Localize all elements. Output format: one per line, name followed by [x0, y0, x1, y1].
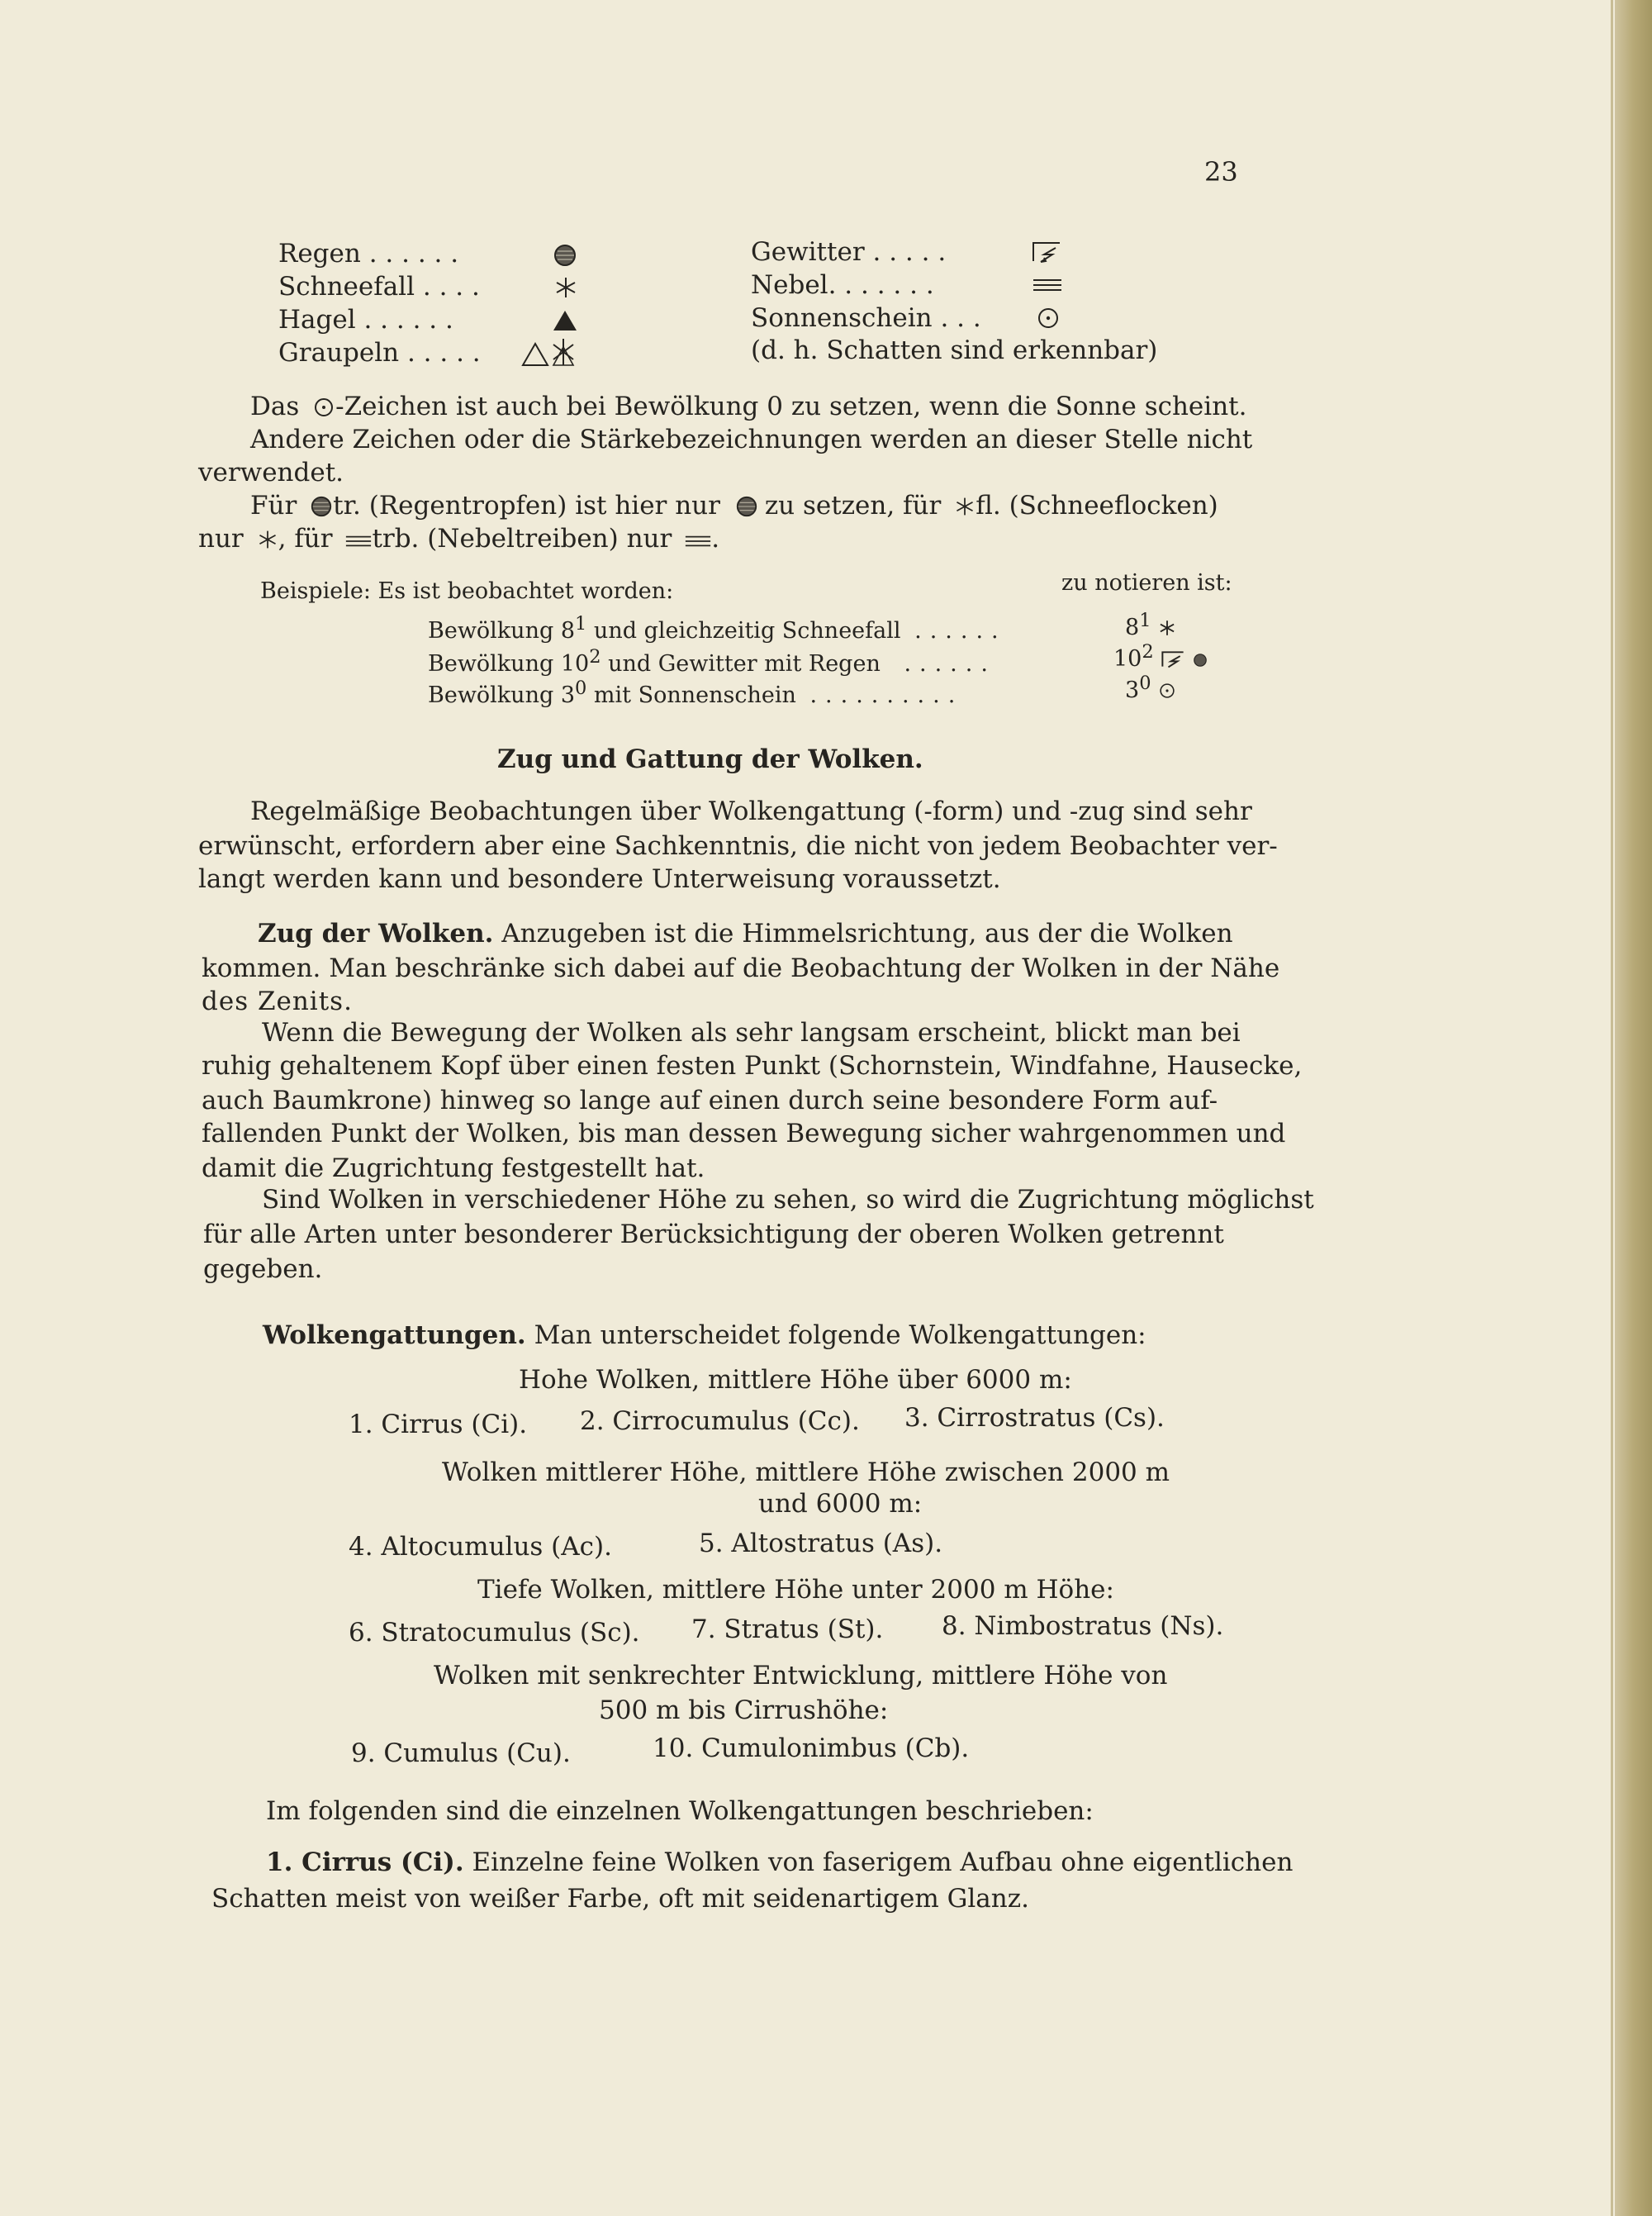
gattungen-lead: Wolkengattungen.: [263, 1320, 526, 1350]
example-sun-icon: [1158, 682, 1176, 700]
snow-inline-icon: [257, 529, 278, 550]
legend-hail-label: Hagel: [278, 305, 356, 335]
cirrus-line-2: Schatten meist von weißer Farbe, oft mit seidenartigem Glanz.: [211, 1884, 1029, 1914]
example-code-3: [1125, 673, 1176, 703]
example-row-1-dots: ......: [914, 618, 1007, 644]
legend-fog-label: Nebel: [751, 270, 828, 300]
zug-p2-line-5: damit die Zugrichtung festgestellt hat.: [202, 1153, 705, 1183]
example-row-2-sup: 2: [589, 646, 601, 668]
example-code-1-sup: 1: [1139, 610, 1151, 631]
para-sun-sign-line3: verwendet.: [198, 458, 344, 487]
para2-a: Für: [250, 491, 297, 521]
example-row-3-rest: mit Sonnenschein: [586, 682, 796, 708]
example-row-2-rest: und Gewitter mit Regen: [601, 651, 881, 677]
example-rain-icon: [1193, 653, 1208, 668]
raindrop-inline-icon: [310, 495, 333, 518]
example-row-1-base: Bewölkung 8: [428, 618, 576, 644]
zug-lead: Zug der Wolken.: [258, 919, 494, 949]
group-mid-title-a: Wolken mittlerer Höhe, mittlere Höhe zwischen 2000 m: [442, 1458, 1170, 1487]
zug-p2-line-4: fallenden Punkt der Wolken, bis man dessen Bewegung sicher wahrgenommen und: [202, 1119, 1286, 1148]
para1-a: Das: [250, 392, 300, 421]
para2-f: , für: [278, 524, 333, 554]
cloud-stratocumulus: 6. Stratocumulus (Sc).: [349, 1618, 640, 1648]
example-code-3-base: 3: [1125, 678, 1140, 703]
para2-e: nur: [198, 524, 244, 554]
section-title: Zug und Gattung der Wolken.: [497, 744, 923, 774]
zug-p3-line-3: gegeben.: [203, 1254, 323, 1284]
cloud-altostratus: 5. Altostratus (As).: [699, 1529, 943, 1558]
para2-g: trb. (Nebeltreiben) nur: [372, 524, 672, 554]
group-mid-title-b: und 6000 m:: [758, 1489, 923, 1519]
gattungen-lead-rest: Man unterscheidet folgende Wolkengattungen:: [534, 1320, 1146, 1350]
example-row-1-rest: und gleichzeitig Schneefall: [586, 618, 901, 644]
sun-inline-icon: [312, 396, 335, 419]
closing-line: Im folgenden sind die einzelnen Wolkengattungen beschrieben:: [266, 1796, 1094, 1826]
zug-line-1: [258, 917, 1233, 950]
group-vertical-title-b: 500 m bis Cirrushöhe:: [599, 1695, 889, 1725]
para1-b: -Zeichen ist auch bei Bewölkung 0 zu setzen, wenn die Sonne scheint.: [335, 392, 1247, 421]
para-sun-sign-line2: Andere Zeichen oder die Stärkebezeichnungen werden an dieser Stelle nicht: [250, 425, 1253, 454]
group-high-title: Hohe Wolken, mittlere Höhe über 6000 m:: [519, 1365, 1072, 1395]
hail-triangle-icon: [552, 309, 578, 332]
para2-d: fl. (Schneeflocken): [976, 491, 1218, 521]
legend-rain-label: Regen: [278, 239, 361, 269]
legend-sun: Sonnenschein . . .: [751, 303, 981, 333]
legend-fog: Nebel. . . . . . .: [751, 270, 934, 300]
thunder-icon: [1031, 240, 1062, 264]
example-snow-icon: [1158, 619, 1176, 637]
intro-line-1: Regelmäßige Beobachtungen über Wolkengattung (-form) und -zug sind sehr: [250, 797, 1252, 826]
example-row-3-sup: 0: [575, 678, 587, 699]
graupel-icon: [520, 337, 580, 369]
group-vertical-title-a: Wolken mit senkrechter Entwicklung, mittlere Höhe von: [434, 1661, 1168, 1691]
example-code-2-sup: 2: [1142, 641, 1154, 663]
example-code-1: [1125, 610, 1176, 640]
cloud-cirrostratus: 3. Cirrostratus (Cs).: [904, 1403, 1165, 1433]
rain-inline-icon: [735, 495, 758, 518]
example-code-2: [1113, 641, 1208, 672]
para-replacements-line1: [250, 489, 1218, 522]
example-code-2-base: 10: [1113, 646, 1142, 672]
legend-rain: Regen . . . . . .: [278, 239, 459, 269]
fog-drift-inline-icon: [345, 534, 372, 549]
para2-c: zu setzen, für: [764, 491, 942, 521]
para2-b: tr. (Regentropfen) ist hier nur: [333, 491, 720, 521]
fog-icon: [1032, 277, 1062, 293]
fog-inline-icon: [685, 534, 711, 549]
example-code-1-base: 8: [1125, 615, 1140, 640]
para-replacements-line2: [198, 522, 719, 555]
example-row-3-base: Bewölkung 3: [428, 682, 576, 708]
sun-note: (d. h. Schatten sind erkennbar): [751, 335, 1158, 365]
cloud-altocumulus: 4. Altocumulus (Ac).: [349, 1532, 612, 1562]
gattungen-line: [263, 1319, 1146, 1352]
binding-edge: [1615, 0, 1652, 2216]
zug-p3-line-2: für alle Arten unter besonderer Berücksichtigung der oberen Wolken getrennt: [203, 1220, 1224, 1249]
para-sun-sign-line1: [250, 390, 1246, 423]
examples-notation-label: zu notieren ist:: [1061, 570, 1232, 596]
legend-hail: Hagel . . . . . .: [278, 305, 453, 335]
zug-p2-line-3: auch Baumkrone) hinweg so lange auf einen durch seine besondere Form auf-: [202, 1086, 1218, 1115]
para2-h: .: [711, 524, 720, 554]
example-row-2-dots: ......: [904, 651, 996, 677]
cloud-nimbostratus: 8. Nimbostratus (Ns).: [942, 1611, 1224, 1641]
zug-p2-line-2: ruhig gehaltenem Kopf über einen festen Punkt (Schornstein, Windfahne, Hausecke,: [202, 1051, 1303, 1081]
cloud-cirrus: 1. Cirrus (Ci).: [349, 1410, 528, 1439]
intro-line-3: langt werden kann und besondere Unterweisung voraussetzt.: [198, 864, 1001, 894]
example-code-3-sup: 0: [1139, 673, 1151, 694]
legend-graupel: Graupeln . . . . .: [278, 338, 481, 368]
cloud-cirrocumulus: 2. Cirrocumulus (Cc).: [580, 1406, 860, 1436]
zug-line-2: kommen. Man beschränke sich dabei auf die Beobachtung der Wolken in der Nähe: [202, 953, 1280, 983]
example-row-2-base: Bewölkung 10: [428, 651, 590, 677]
group-low-title: Tiefe Wolken, mittlere Höhe unter 2000 m Höhe:: [477, 1575, 1114, 1605]
cloud-cumulus: 9. Cumulus (Cu).: [351, 1738, 571, 1768]
zug-p3-line-1: Sind Wolken in verschiedener Höhe zu sehen, so wird die Zugrichtung möglichst: [262, 1185, 1314, 1215]
legend-snow: Schneefall . . . .: [278, 272, 480, 302]
legend-snow-label: Schneefall: [278, 272, 415, 302]
zug-line-1-rest: Anzugeben ist die Himmelsrichtung, aus der die Wolken: [501, 919, 1233, 949]
intro-line-2: erwünscht, erfordern aber eine Sachkenntnis, die nicht von jedem Beobachter ver-: [198, 831, 1278, 861]
legend-thunder-label: Gewitter: [751, 237, 865, 267]
cirrus-lead: 1. Cirrus (Ci).: [266, 1847, 464, 1877]
example-row-3-dots: ..........: [809, 682, 964, 708]
cirrus-line-1: [266, 1846, 1293, 1879]
cloud-cumulonimbus: 10. Cumulonimbus (Cb).: [653, 1733, 970, 1763]
legend-thunder: Gewitter . . . . .: [751, 237, 947, 267]
example-row-2: [428, 646, 996, 677]
sun-icon: [1036, 306, 1061, 330]
examples-label: Beispiele: Es ist beobachtet worden:: [260, 578, 674, 604]
example-row-3: [428, 678, 963, 708]
legend-sun-label: Sonnenschein: [751, 303, 933, 333]
snowflake-inline-icon: [954, 496, 976, 517]
legend-graupel-label: Graupeln: [278, 338, 400, 368]
zug-p2-line-1: Wenn die Bewegung der Wolken als sehr langsam erscheint, blickt man bei: [262, 1018, 1241, 1048]
cirrus-rest: Einzelne feine Wolken von faserigem Aufbau ohne eigentlichen: [472, 1847, 1294, 1877]
example-row-1: [428, 613, 1007, 644]
page-fold-line: [1611, 0, 1613, 2216]
example-thunder-icon: [1161, 649, 1185, 669]
example-row-1-sup: 1: [575, 613, 587, 635]
snow-star-icon: [553, 275, 578, 300]
rain-icon: [553, 243, 577, 268]
zug-line-3: des Zenits.: [202, 987, 353, 1016]
page-number: 23: [1204, 156, 1238, 188]
cloud-stratus: 7. Stratus (St).: [691, 1614, 884, 1644]
